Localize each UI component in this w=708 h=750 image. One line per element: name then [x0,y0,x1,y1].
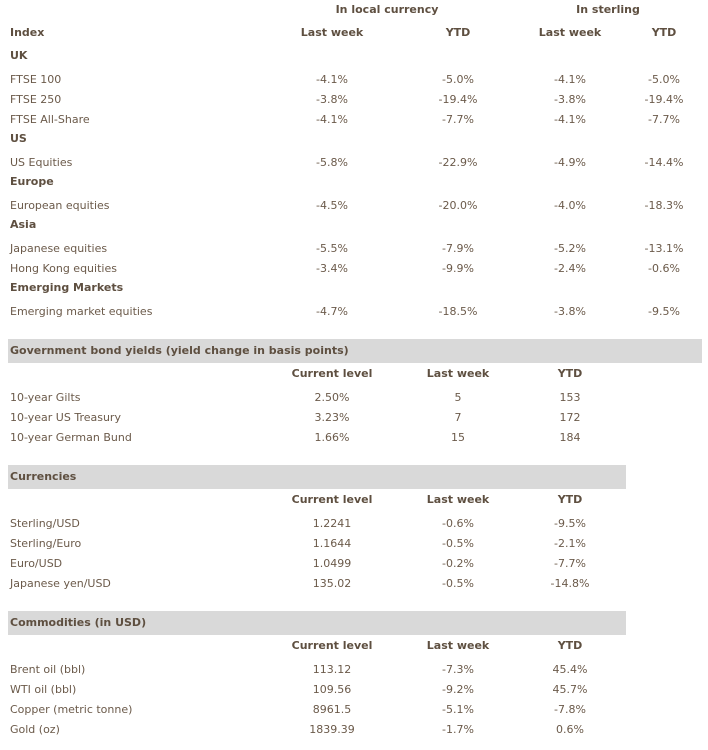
row-label: Euro/USD [10,557,63,570]
currencies-column-header-last-week: Last week [426,493,490,506]
bonds-section-title: Government bond yields (yield change in basis points) [10,344,349,357]
cell-current-level: 1.2241 [312,517,352,530]
section-header-emerging-markets: Emerging Markets [10,281,124,294]
cell-last-week: 5 [454,391,462,404]
column-header-sterling-ytd: YTD [651,26,677,39]
section-header-europe: Europe [10,175,54,188]
cell-local-ytd: -19.4% [438,93,478,106]
cell-sterling-ytd: -9.5% [648,305,680,318]
cell-last-week: 15 [451,431,465,444]
group-header-sterling: In sterling [576,3,640,16]
row-label: Copper (metric tonne) [10,703,133,716]
bonds-column-header-ytd: YTD [557,367,583,380]
row-label: FTSE 250 [10,93,62,106]
cell-ytd: -7.7% [554,557,586,570]
group-header-local-currency: In local currency [335,3,439,16]
cell-ytd: 153 [559,391,581,404]
cell-ytd: 172 [559,411,581,424]
cell-last-week: -0.5% [442,537,474,550]
cell-sterling-last-week: -4.0% [554,199,586,212]
cell-current-level: 2.50% [314,391,350,404]
commodities-section-title: Commodities (in USD) [10,616,147,629]
cell-current-level: 113.12 [312,663,352,676]
row-label: FTSE All-Share [10,113,90,126]
cell-ytd: 184 [559,431,581,444]
currencies-section-band [8,465,626,489]
currencies-column-header-current-level: Current level [291,493,373,506]
cell-sterling-last-week: -3.8% [554,93,586,106]
cell-local-last-week: -4.1% [316,73,348,86]
currencies-section-title: Currencies [10,470,77,483]
cell-sterling-last-week: -3.8% [554,305,586,318]
cell-last-week: 7 [454,411,462,424]
row-label: Emerging market equities [10,305,153,318]
cell-local-ytd: -5.0% [442,73,474,86]
row-label: US Equities [10,156,73,169]
cell-current-level: 3.23% [314,411,350,424]
cell-current-level: 135.02 [312,577,352,590]
row-label: FTSE 100 [10,73,62,86]
cell-local-ytd: -9.9% [442,262,474,275]
section-header-uk: UK [10,49,28,62]
cell-ytd: -7.8% [554,703,586,716]
row-label: Japanese equities [10,242,108,255]
cell-sterling-last-week: -5.2% [554,242,586,255]
cell-last-week: -7.3% [442,663,474,676]
row-label: Japanese yen/USD [10,577,111,590]
cell-sterling-ytd: -13.1% [644,242,684,255]
section-header-us: US [10,132,27,145]
cell-sterling-ytd: -18.3% [644,199,684,212]
cell-local-last-week: -4.5% [316,199,348,212]
cell-sterling-last-week: -4.9% [554,156,586,169]
row-label: Gold (oz) [10,723,60,736]
cell-current-level: 1839.39 [309,723,355,736]
bonds-column-header-last-week: Last week [426,367,490,380]
cell-local-last-week: -5.8% [316,156,348,169]
cell-last-week: -9.2% [442,683,474,696]
commodities-column-header-ytd: YTD [557,639,583,652]
commodities-column-header-current-level: Current level [291,639,373,652]
cell-local-last-week: -3.4% [316,262,348,275]
bonds-column-header-current-level: Current level [291,367,373,380]
row-label: Sterling/USD [10,517,80,530]
cell-local-last-week: -3.8% [316,93,348,106]
row-label: Hong Kong equities [10,262,117,275]
row-label: 10-year German Bund [10,431,132,444]
cell-ytd: -2.1% [554,537,586,550]
cell-last-week: -1.7% [442,723,474,736]
cell-local-last-week: -5.5% [316,242,348,255]
cell-local-ytd: -7.7% [442,113,474,126]
row-label: WTI oil (bbl) [10,683,77,696]
cell-sterling-last-week: -4.1% [554,73,586,86]
cell-sterling-ytd: -7.7% [648,113,680,126]
column-header-sterling-last-week: Last week [538,26,602,39]
cell-local-ytd: -18.5% [438,305,478,318]
cell-sterling-ytd: -5.0% [648,73,680,86]
cell-sterling-ytd: -19.4% [644,93,684,106]
cell-sterling-last-week: -2.4% [554,262,586,275]
cell-ytd: 45.7% [552,683,588,696]
cell-ytd: -14.8% [550,577,590,590]
cell-local-last-week: -4.7% [316,305,348,318]
cell-last-week: -0.5% [442,577,474,590]
row-label: 10-year Gilts [10,391,81,404]
row-label: Brent oil (bbl) [10,663,86,676]
cell-ytd: -9.5% [554,517,586,530]
cell-local-ytd: -22.9% [438,156,478,169]
cell-sterling-ytd: -14.4% [644,156,684,169]
cell-current-level: 1.0499 [312,557,352,570]
cell-current-level: 1.1644 [312,537,352,550]
cell-last-week: -5.1% [442,703,474,716]
cell-sterling-last-week: -4.1% [554,113,586,126]
row-label: Sterling/Euro [10,537,82,550]
cell-current-level: 8961.5 [312,703,352,716]
cell-current-level: 1.66% [314,431,350,444]
column-header-local-ytd: YTD [445,26,471,39]
commodities-column-header-last-week: Last week [426,639,490,652]
cell-sterling-ytd: -0.6% [648,262,680,275]
cell-current-level: 109.56 [312,683,352,696]
cell-local-ytd: -20.0% [438,199,478,212]
row-label: 10-year US Treasury [10,411,121,424]
cell-local-ytd: -7.9% [442,242,474,255]
currencies-column-header-ytd: YTD [557,493,583,506]
cell-last-week: -0.2% [442,557,474,570]
cell-local-last-week: -4.1% [316,113,348,126]
cell-last-week: -0.6% [442,517,474,530]
section-header-asia: Asia [10,218,37,231]
row-label: European equities [10,199,110,212]
cell-ytd: 45.4% [552,663,588,676]
column-header-index: Index [10,26,45,39]
cell-ytd: 0.6% [556,723,584,736]
column-header-local-last-week: Last week [300,26,364,39]
